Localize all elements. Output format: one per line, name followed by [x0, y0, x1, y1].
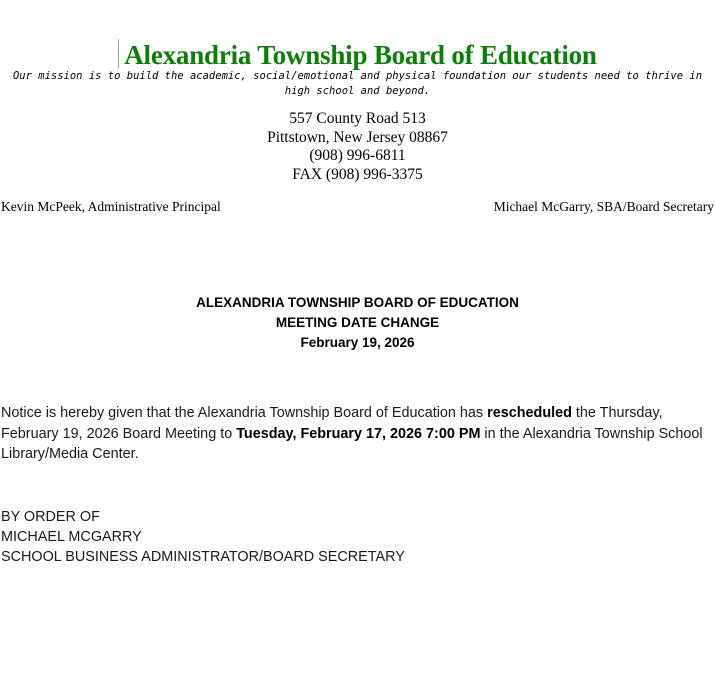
notice-body-part-2: the Thursday, February 19, 2026 Board Meeting to [1, 405, 663, 442]
signature-name: MICHAEL MCGARRY [1, 528, 142, 545]
mission-statement: Our mission is to build the academic, social/emotional and physical foundation our students need to thrive in high school and beyond. [12, 70, 703, 97]
contact-block [0, 110, 715, 184]
organization-title: Alexandria Township Board of Education [124, 40, 597, 71]
notice-heading-line-1: ALEXANDRIA TOWNSHIP BOARD OF EDUCATION [196, 295, 519, 310]
city-state-zip: Pittstown, New Jersey 08867 [267, 128, 448, 146]
notice-body-part-3: in the Alexandria Township School Library/Media Center. [1, 425, 703, 463]
notice-heading-line-2: MEETING DATE CHANGE [275, 315, 440, 330]
signature-by-order-of: BY ORDER OF [1, 509, 100, 525]
phone-number: (908) 996-6811 [309, 147, 406, 165]
broken-image-placeholder-icon [118, 39, 119, 68]
notice-heading-date: February 19, 2026 [300, 335, 415, 350]
school-business-administrator: Michael McGarry, SBA/Board Secretary [493, 199, 714, 214]
signature-title: SCHOOL BUSINESS ADMINISTRATOR/BOARD SECRETARY [1, 548, 405, 565]
notice-body-paragraph [1, 403, 714, 465]
fax-number: FAX (908) 996-3375 [292, 165, 423, 183]
signature-block [1, 508, 714, 567]
notice-heading [0, 293, 715, 353]
organization-title-row [0, 41, 715, 70]
notice-body-emphasis-new-datetime: Tuesday, February 17, 2026 7:00 PM [236, 425, 481, 442]
notice-body-part-1: Notice is hereby given that the Alexandria Township Board of Education has [1, 405, 488, 422]
notice-body-emphasis-rescheduled: rescheduled [487, 405, 572, 422]
administrative-principal: Kevin McPeek, Administrative Principal [1, 199, 221, 214]
street-address: 557 County Road 513 [289, 110, 426, 127]
